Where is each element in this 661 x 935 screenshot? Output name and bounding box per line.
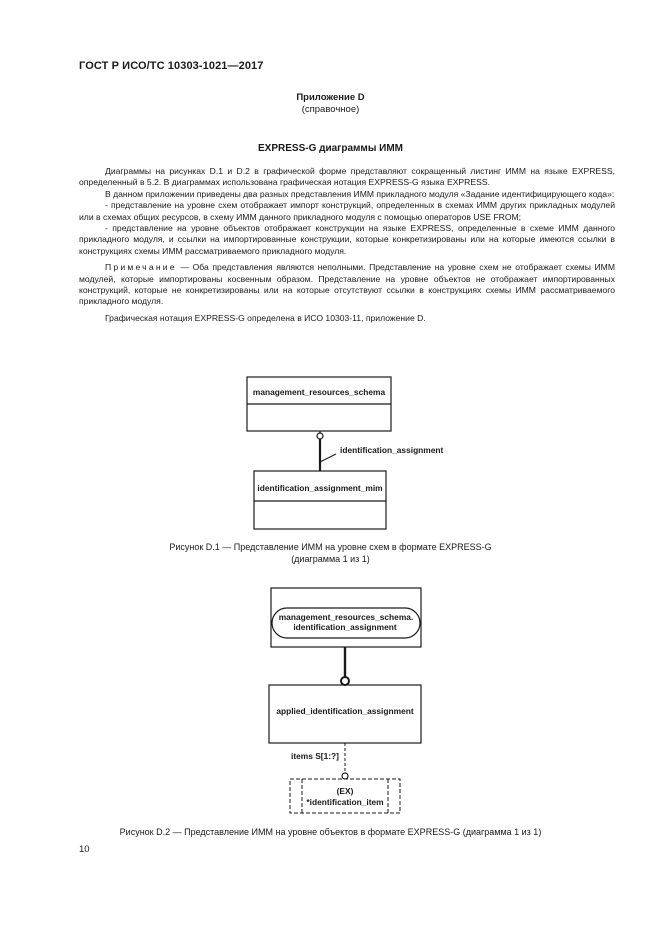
paragraph: Графическая нотация EXPRESS-G определена в ИСО 10303-11, приложение D. bbox=[105, 312, 426, 323]
subtype-end-circle bbox=[341, 677, 349, 685]
select-label-line1: (EX) bbox=[336, 786, 354, 796]
paragraph: - представление на уровне схем отображает импорт конструкций, определенных в схемах ИММ других прикладных модулей или в схемах общих ресурсов, в схему ИММ данного прикладного модуля с помощью операторов USE FROM; bbox=[79, 200, 615, 222]
body-text bbox=[79, 166, 615, 324]
note-paragraph bbox=[79, 262, 615, 308]
note-lead: Примечание bbox=[105, 262, 177, 273]
select-box bbox=[290, 779, 400, 813]
document-header: ГОСТ Р ИСО/ТС 10303-1021—2017 bbox=[79, 60, 264, 72]
figure-d2-caption: Рисунок D.2 — Представление ИММ на уровне объектов в формате EXPRESS-G (диаграмма 1 из 1) bbox=[119, 827, 542, 837]
figure-d1-diagram bbox=[0, 370, 661, 535]
paragraph: - представление на уровне объектов отображает конструкции на языке EXPRESS, определенные в схеме ИММ данного прикладного модуля, и ссылки на импортированные конструкции, которые конкретизированы или на которые имеются ссылки в конструкциях схемы ИММ рассматриваемого прикладного модуля. bbox=[79, 223, 615, 256]
ref-label-line2: identification_assignment bbox=[293, 622, 397, 632]
select-label-line2: *identification_item bbox=[306, 797, 384, 807]
paragraph: Диаграммы на рисунках D.1 и D.2 в графической форме представляют сокращенный листинг ИММ на языке EXPRESS, определенный в 5.2. В диаграммах использована графическая нотация EXPRESS-G языка EXPRESS. bbox=[79, 166, 615, 188]
relation-label: identification_assignment bbox=[340, 445, 444, 455]
note-text: — Оба представления являются неполными. Представление на уровне схем не отображает схемы ИММ модулей, которые импортированы косвенным образом. Представление на уровне объектов не отображает импортированных конструкций, которые не конкретизированы или на которые отсутствуют ссылки в конструкциях схемы ИММ рассматриваемого прикладного модуля. bbox=[79, 262, 615, 307]
figure-d2-diagram bbox=[0, 580, 661, 820]
ref-label-line1: management_resources_schema. bbox=[278, 612, 414, 622]
schema-top-label: management_resources_schema bbox=[252, 387, 386, 397]
schema-bottom-label: identification_assignment_mim bbox=[257, 483, 383, 493]
schema-box-bottom bbox=[254, 471, 386, 529]
label-leader-line bbox=[320, 454, 336, 462]
figure-d1-caption: Рисунок D.1 — Представление ИММ на уровне схем в формате EXPRESS-G bbox=[169, 542, 492, 552]
attribute-end-circle bbox=[342, 773, 348, 779]
figure-d1-caption-sub: (диаграмма 1 из 1) bbox=[291, 554, 370, 564]
annex-title: Приложение D bbox=[296, 92, 365, 103]
entity-label: applied_identification_assignment bbox=[276, 706, 414, 716]
relation-end-circle bbox=[317, 433, 323, 439]
section-title: EXPRESS-G диаграммы ИММ bbox=[258, 143, 403, 154]
attribute-label: items S[1:?] bbox=[291, 751, 339, 761]
page-number: 10 bbox=[79, 844, 90, 855]
paragraph: В данном приложении приведены два разных представления ИММ прикладного модуля «Задание идентифицирующего кода»: bbox=[105, 188, 615, 199]
annex-subtitle: (справочное) bbox=[301, 104, 360, 115]
